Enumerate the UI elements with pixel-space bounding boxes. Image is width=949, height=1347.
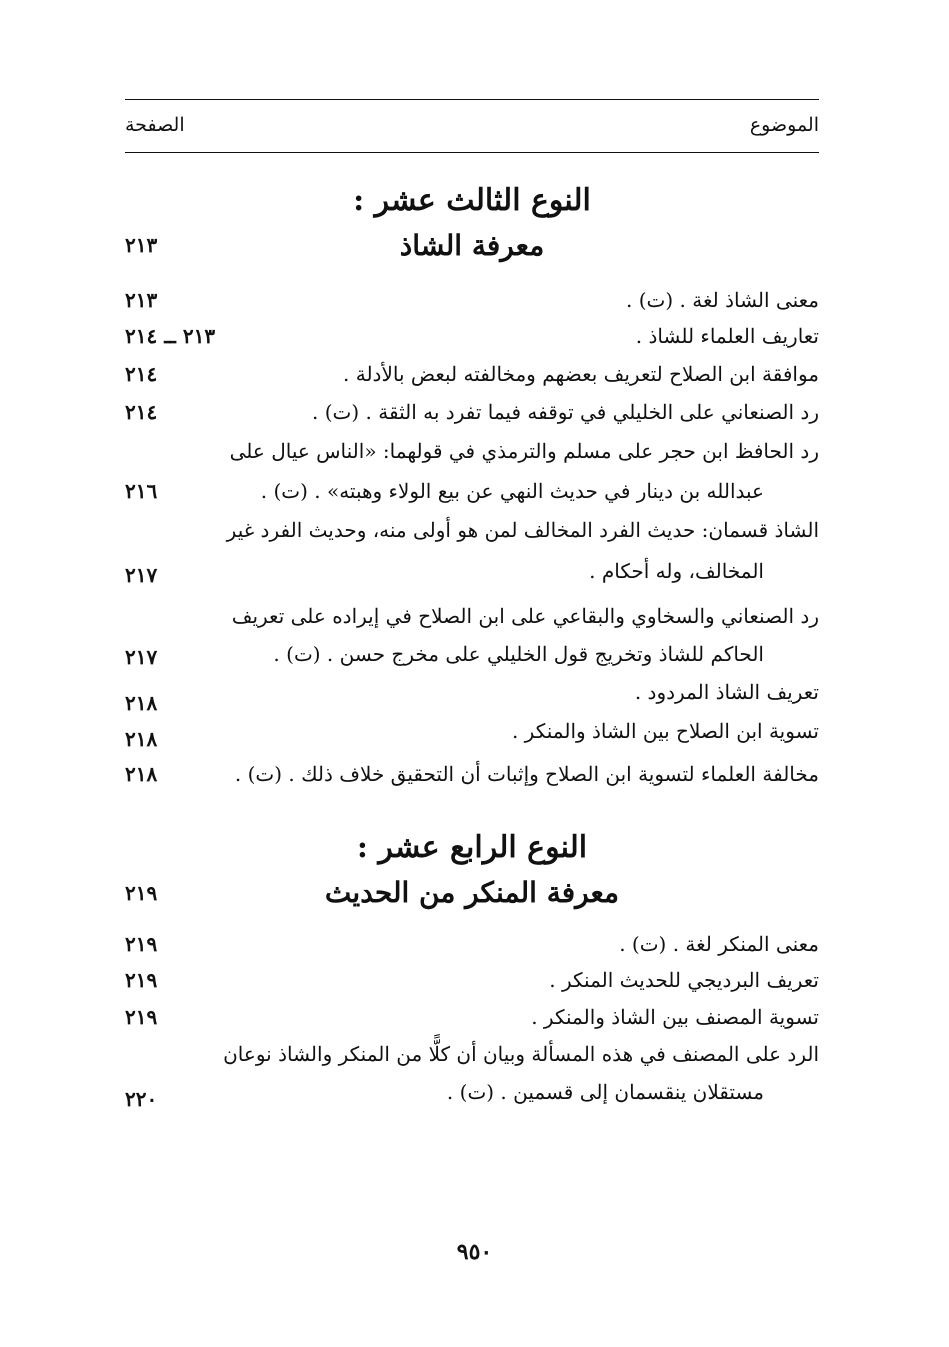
entry-page: ٢١٩	[125, 968, 158, 992]
entry-page: ٢١٨	[125, 727, 158, 751]
section-14-subtitle: معرفة المنكر من الحديث	[324, 876, 620, 909]
entry-text: الرد على المصنف في هذه المسألة وبيان أن كلًّا من المنكر والشاذ نوعان	[223, 1042, 819, 1066]
entry-text: تعريف البرديجي للحديث المنكر .	[549, 968, 819, 992]
entry-text: موافقة ابن الصلاح لتعريف بعضهم ومخالفته لبعض بالأدلة .	[343, 362, 819, 386]
entry-page: ٢١٨	[125, 762, 158, 786]
top-rule	[125, 99, 819, 100]
entry-text: رد الصنعاني على الخليلي في توقفه فيما تفرد به الثقة . (ت) .	[312, 400, 819, 424]
entry-text: تعريف الشاذ المردود .	[634, 680, 819, 704]
entry-text: معنى الشاذ لغة . (ت) .	[626, 288, 819, 312]
section-14-title: النوع الرابع عشر :	[356, 830, 588, 865]
entry-text: تسوية ابن الصلاح بين الشاذ والمنكر .	[511, 719, 819, 743]
entry-text: معنى المنكر لغة . (ت) .	[619, 932, 819, 956]
section-13-title: النوع الثالث عشر :	[353, 183, 591, 218]
entry-text-continuation: مستقلان ينقسمان إلى قسمين . (ت) .	[446, 1080, 764, 1104]
entry-page: ٢١٣ ــ ٢١٤	[125, 324, 216, 348]
entry-text: الشاذ قسمان: حديث الفرد المخالف لمن هو أولى منه، وحديث الفرد غير	[226, 518, 819, 542]
section-14-subtitle-page: ٢١٩	[125, 881, 158, 905]
entry-text: رد الصنعاني والسخاوي والبقاعي على ابن الصلاح في إيراده على تعريف	[231, 604, 819, 628]
header-rule	[125, 152, 819, 153]
entry-text: تعاريف العلماء للشاذ .	[635, 324, 819, 348]
entry-text-continuation: الحاكم للشاذ وتخريج قول الخليلي على مخرج حسن . (ت) .	[273, 642, 764, 666]
entry-page: ٢١٧	[125, 563, 158, 587]
entry-page: ٢١٨	[125, 691, 158, 715]
topic-column-header: الموضوع	[749, 114, 819, 136]
entry-page: ٢١٤	[125, 400, 158, 424]
entry-text: مخالفة العلماء لتسوية ابن الصلاح وإثبات أن التحقيق خلاف ذلك . (ت) .	[234, 762, 819, 786]
page-column-header: الصفحة	[125, 114, 185, 136]
entry-page: ٢١٣	[125, 288, 158, 312]
section-13-subtitle: معرفة الشاذ	[399, 229, 545, 262]
entry-text: رد الحافظ ابن حجر على مسلم والترمذي في قولهما: «الناس عيال على	[229, 439, 819, 463]
section-13-subtitle-page: ٢١٣	[125, 233, 158, 257]
page-number: ٩٥٠	[456, 1239, 493, 1265]
entry-text-continuation: عبدالله بن دينار في حديث النهي عن بيع الولاء وهبته» . (ت) .	[260, 479, 764, 503]
entry-page: ٢١٩	[125, 1005, 158, 1029]
entry-page: ٢١٦	[125, 479, 158, 503]
entry-page: ٢٢٠	[125, 1087, 158, 1111]
entry-page: ٢١٤	[125, 362, 158, 386]
entry-text: تسوية المصنف بين الشاذ والمنكر .	[531, 1005, 819, 1029]
entry-page: ٢١٩	[125, 932, 158, 956]
entry-page: ٢١٧	[125, 645, 158, 669]
entry-text-continuation: المخالف، وله أحكام .	[589, 559, 764, 583]
